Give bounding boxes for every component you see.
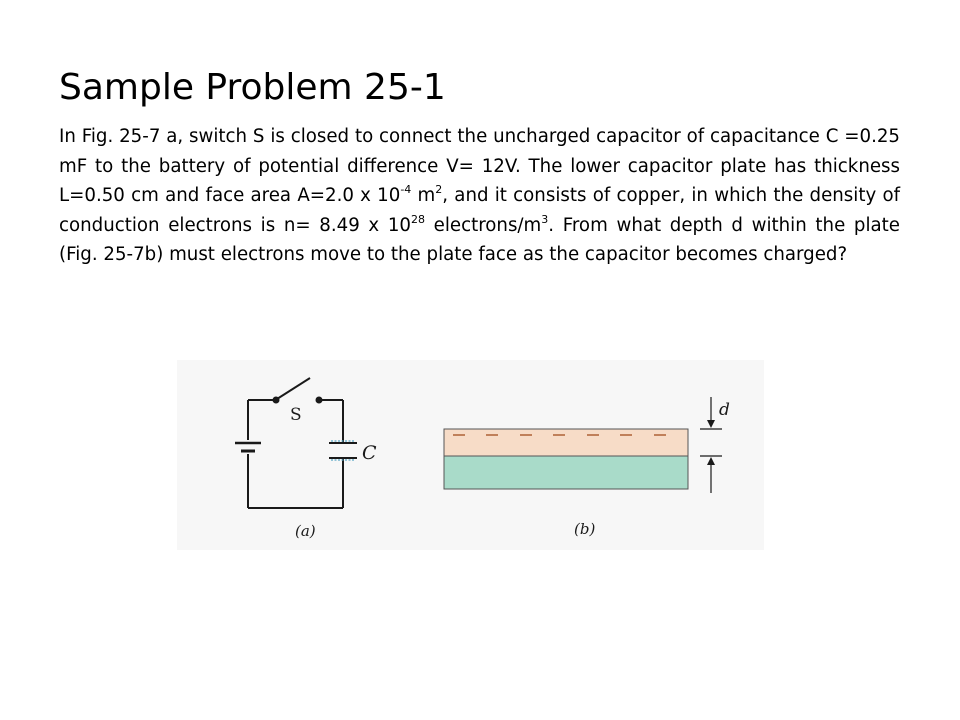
- depth-arrow-head: [707, 420, 715, 428]
- caption-b: (b): [574, 520, 596, 538]
- plate-cross-section: [444, 397, 730, 493]
- circuit-diagram: [235, 378, 357, 508]
- exponent: -4: [400, 183, 412, 197]
- plate-body: [444, 456, 688, 489]
- depth-arrow-head: [707, 457, 715, 465]
- problem-text-part: In Fig. 25-7 a, switch S is closed to connect the uncharged capacitor of capacitance C =0.25 mF to the battery of potential difference V= 12V. The lower capacitor plate has thickness L=0.50 cm and face area A=2.0 x 10: [59, 126, 900, 207]
- switch-contact: [317, 398, 322, 403]
- figure-25-7: [177, 360, 764, 550]
- exponent: 28: [411, 212, 425, 226]
- plate-surface-layer: [444, 429, 688, 456]
- problem-statement: [59, 122, 900, 270]
- exponent: 2: [435, 183, 443, 197]
- problem-text-part: m: [411, 185, 436, 207]
- page-title: Sample Problem 25-1: [59, 67, 446, 108]
- exponent: 3: [541, 212, 549, 226]
- problem-text-part: electrons/m: [425, 214, 542, 236]
- caption-a: (a): [295, 522, 316, 540]
- problem-text-part: . From what depth d within the plate (Fig. 25-7b) must electrons move to the plate face as the capacitor becomes charged?: [59, 214, 900, 266]
- capacitor-label: C: [362, 442, 377, 464]
- depth-label: d: [719, 400, 730, 420]
- switch-contact: [274, 398, 279, 403]
- problem-text-part: , and it consists of copper, in which the density of conduction electrons is n= 8.49 x 10: [59, 185, 900, 236]
- switch-blade: [277, 378, 310, 399]
- switch-label: S: [290, 405, 302, 425]
